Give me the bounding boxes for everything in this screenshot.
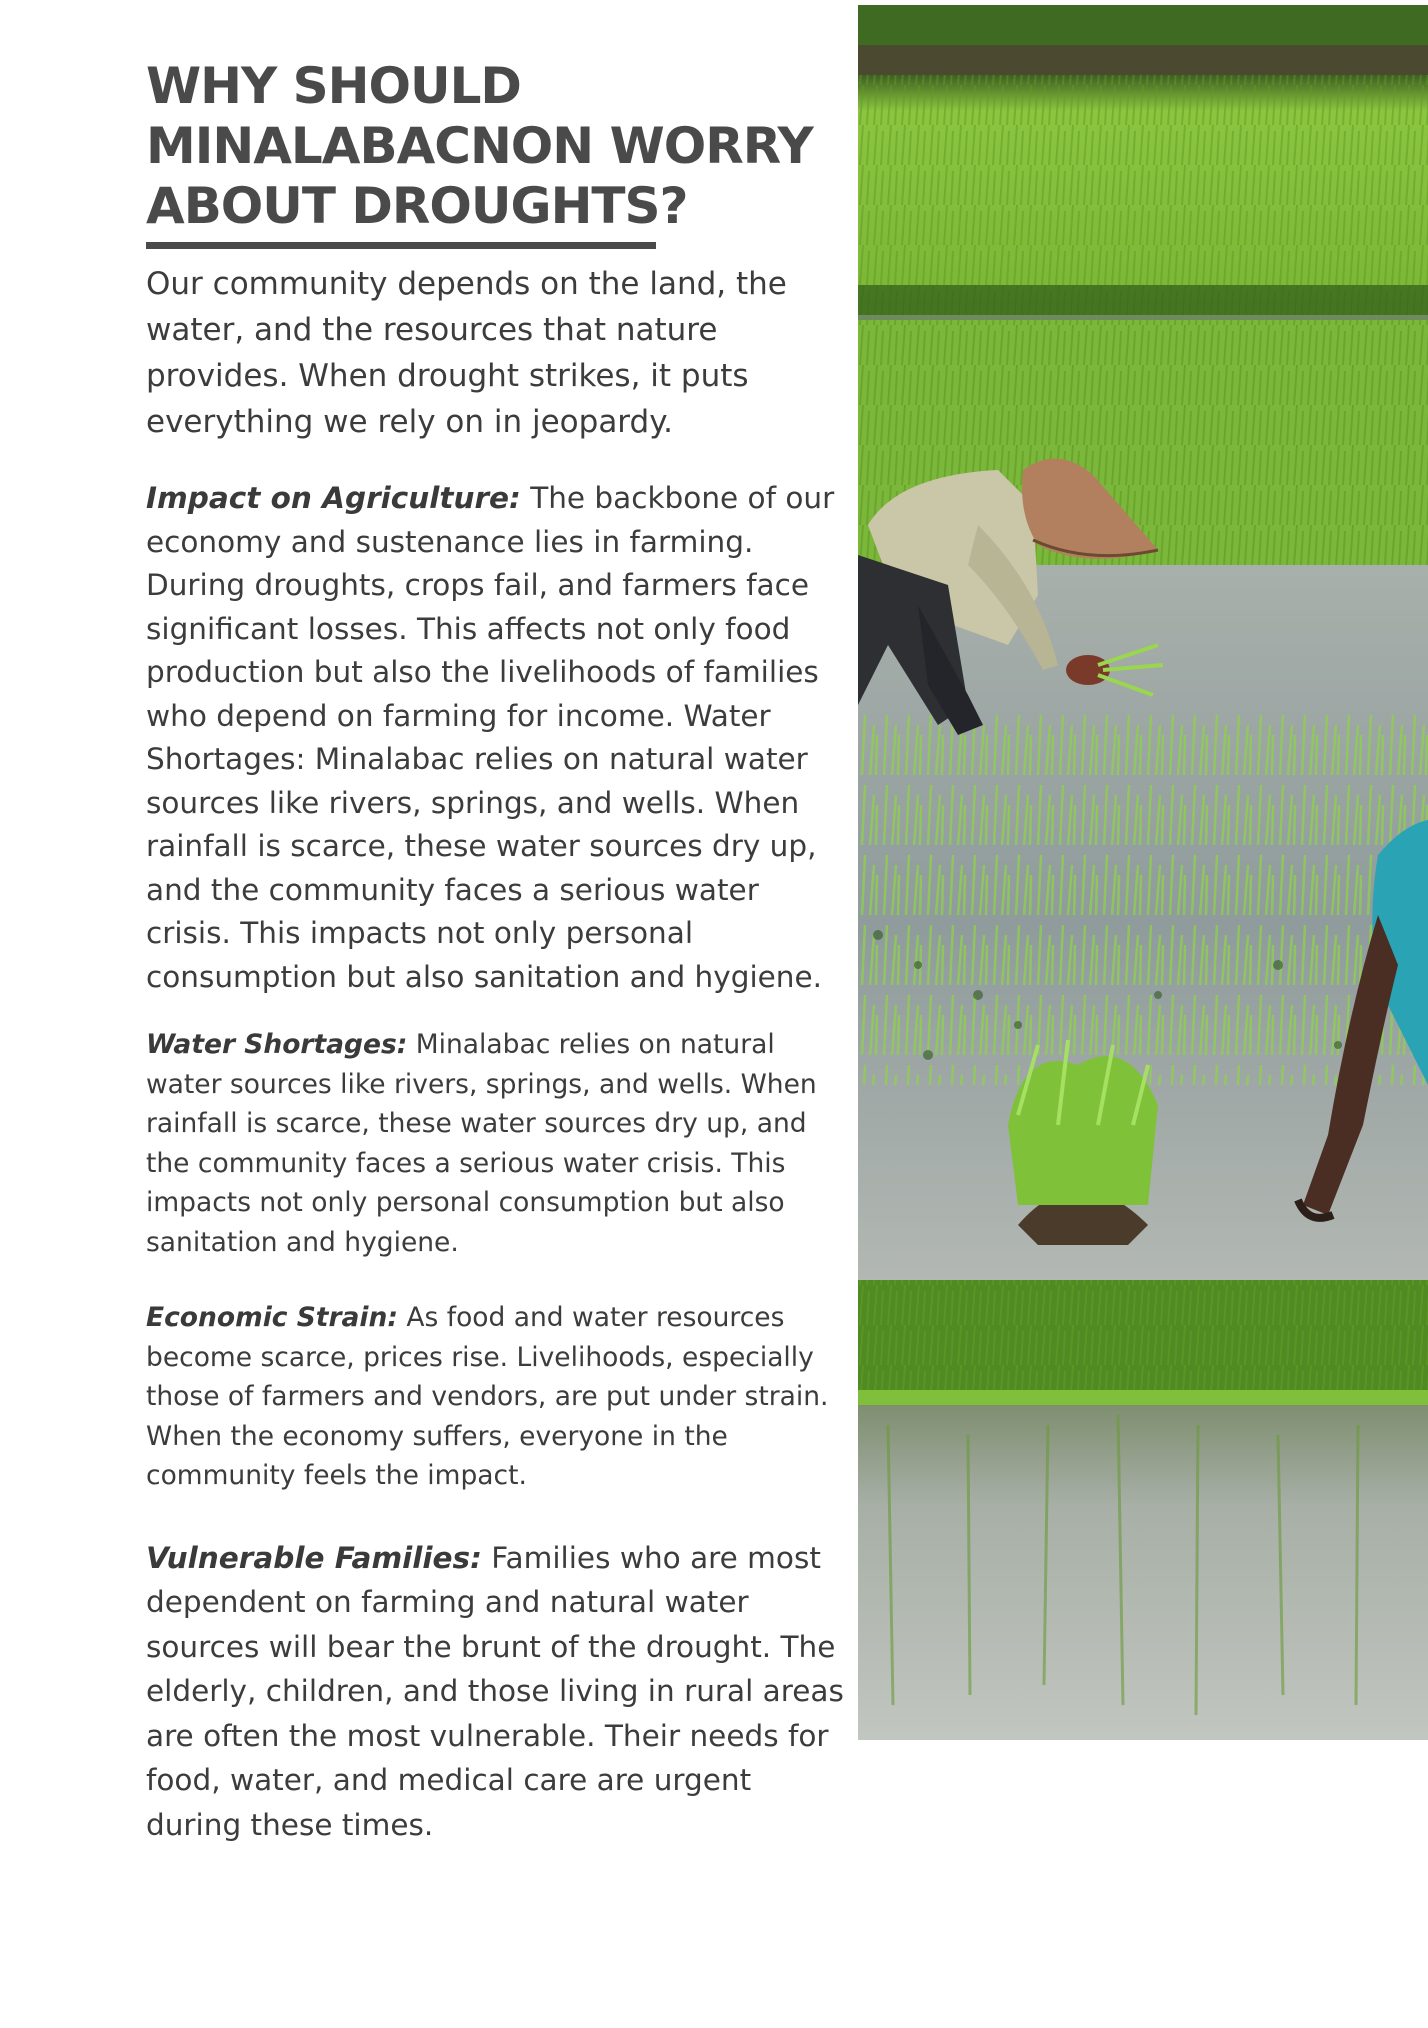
section-lead: Water Shortages: (146, 1029, 408, 1060)
section-body: Families who are most dependent on farming and natural water sources will bear the brunt of the drought. The elderly, children, and those living in rural areas are often the most vulnerable. Their needs for food, water, and medical care are urgent during these times. (146, 1540, 844, 1842)
section-agriculture (146, 477, 846, 999)
section-vulnerable-families (146, 1536, 846, 1848)
section-body: As food and water resources become scarce, prices rise. Livelihoods, especially those of farmers and vendors, are put under strain. When the economy suffers, everyone in the community feels the impact. (146, 1302, 829, 1491)
section-economic-strain (146, 1298, 846, 1496)
title-underline (146, 242, 656, 249)
section-lead: Economic Strain: (146, 1302, 398, 1333)
title-line-3: ABOUT DROUGHTS? (146, 177, 688, 235)
section-water-shortages (146, 1025, 846, 1262)
section-body: The backbone of our economy and sustenance lies in farming. During droughts, crops fail, and farmers face significant losses. This affects not only food production but also the livelihoods of families who depend on farming for income. Water Shortages: Minalabac relies on natural water sources like rivers, springs, and wells. When rainfall is scarce, these water sources dry up, and the community faces a serious water crisis. This impacts not only personal consumption but also sanitation and hygiene. (146, 481, 835, 994)
seedling-bundle (1008, 1040, 1158, 1245)
section-lead: Vulnerable Families: (146, 1540, 482, 1575)
text-column (146, 56, 846, 1847)
title-line-1: WHY SHOULD (146, 57, 521, 115)
photo-illustration (858, 5, 1428, 1740)
intro-paragraph: Our community depends on the land, the water, and the resources that nature provides. When drought strikes, it puts everything we rely on in jeopardy. (146, 266, 787, 440)
rice-paddy-farmers-photo (858, 5, 1428, 1740)
section-body: Minalabac relies on natural water sources like rivers, springs, and wells. When rainfall is scarce, these water sources dry up, and the community faces a serious water crisis. This impacts not only personal consumption but also sanitation and hygiene. (146, 1029, 817, 1258)
title-line-2: MINALABACNON WORRY (146, 117, 813, 175)
page-title (146, 56, 846, 236)
section-lead: Impact on Agriculture: (146, 481, 521, 515)
